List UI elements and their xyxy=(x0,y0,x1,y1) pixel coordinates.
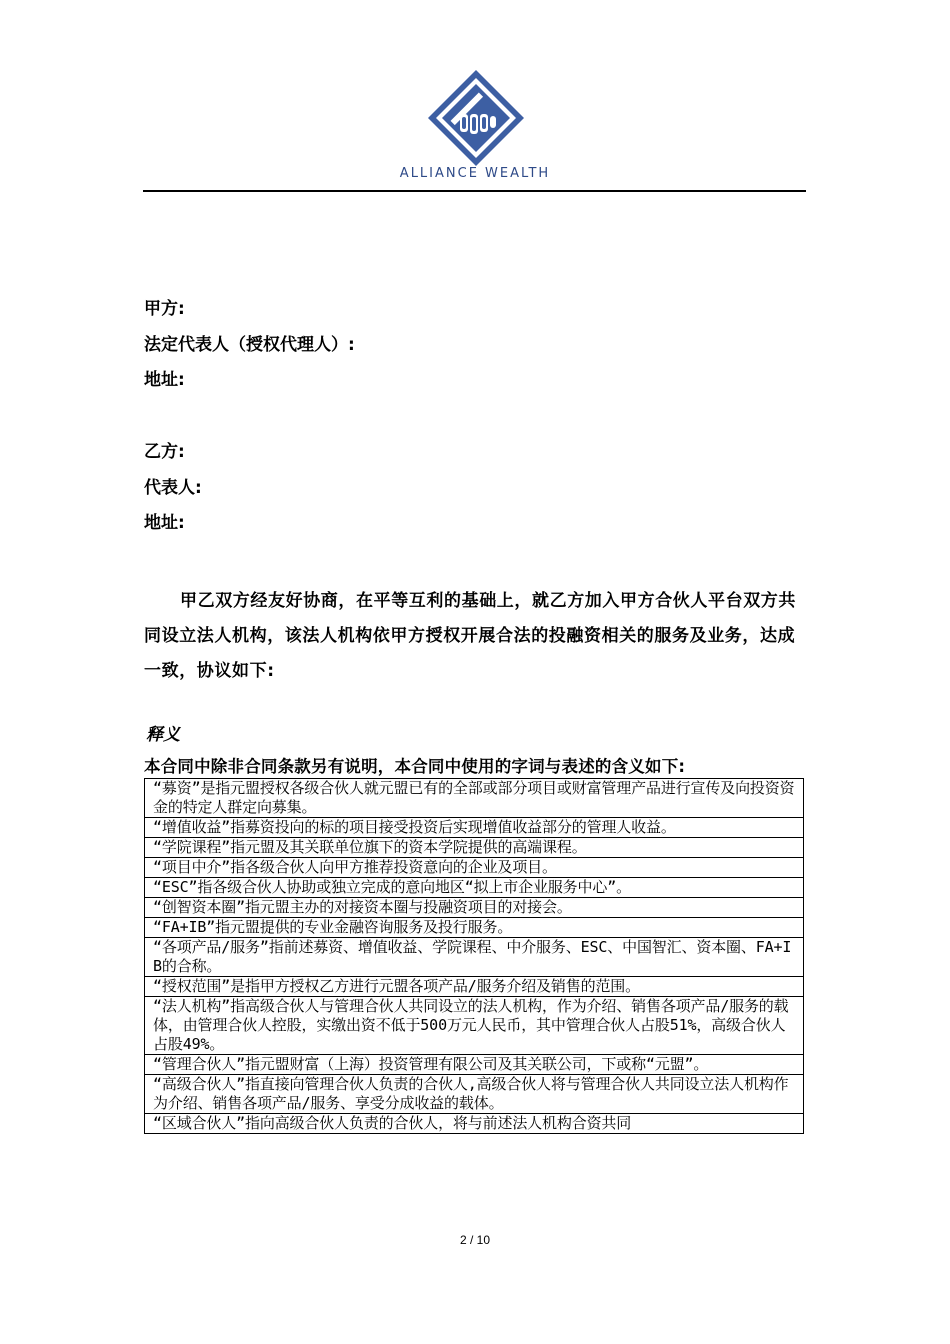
definition-item: “增值收益”指募资投向的标的项目接受投资后实现增值收益部分的管理人收益。 xyxy=(145,818,804,838)
party-a-address-label: 地址: xyxy=(144,370,185,390)
table-row xyxy=(145,1075,804,1114)
table-row xyxy=(145,1055,804,1075)
table-row xyxy=(145,918,804,938)
table-row xyxy=(145,878,804,898)
party-b-address-label: 地址: xyxy=(144,513,185,533)
party-b-label: 乙方: xyxy=(144,442,185,462)
agreement-intro-paragraph xyxy=(144,584,807,689)
definitions-intro: 本合同中除非合同条款另有说明，本合同中使用的字词与表述的含义如下: xyxy=(144,757,686,776)
definition-item: “创智资本圈”指元盟主办的对接资本圈与投融资项目的对接会。 xyxy=(145,898,804,918)
table-row xyxy=(145,1114,804,1134)
definition-item: “各项产品/服务”指前述募资、增值收益、学院课程、中介服务、ESC、中国智汇、资本圈、FA+IB的合称。 xyxy=(145,938,804,977)
definition-item: “授权范围”是指甲方授权乙方进行元盟各项产品/服务介绍及销售的范围。 xyxy=(145,977,804,997)
definition-item: “募资”是指元盟授权各级合伙人就元盟已有的全部或部分项目或财富管理产品进行宣传及向投资资金的特定人群定向募集。 xyxy=(145,779,804,818)
table-row xyxy=(145,779,804,818)
handshake-diamond-logo-icon xyxy=(426,68,526,168)
page-number: 2 / 10 xyxy=(459,1233,491,1247)
table-row xyxy=(145,858,804,878)
definition-item: “FA+IB”指元盟提供的专业金融咨询服务及投行服务。 xyxy=(145,918,804,938)
party-a-label: 甲方: xyxy=(144,299,185,319)
table-row xyxy=(145,938,804,977)
definitions-title: 释义 xyxy=(146,725,180,745)
table-row xyxy=(145,997,804,1055)
intro-text: 甲乙双方经友好协商，在平等互利的基础上，就乙方加入甲方合伙人平台双方共同设立法人机构，该法人机构依甲方授权开展合法的投融资相关的服务及业务，达成一致，协议如下: xyxy=(144,591,796,681)
definition-item: “法人机构”指高级合伙人与管理合伙人共同设立的法人机构，作为介绍、销售各项产品/服务的载体，由管理合伙人控股，实缴出资不低于500万元人民币，其中管理合伙人占股51%，高级合伙人占股49%。 xyxy=(145,997,804,1055)
table-row xyxy=(145,838,804,858)
definition-item: “项目中介”指各级合伙人向甲方推荐投资意向的企业及项目。 xyxy=(145,858,804,878)
table-row xyxy=(145,818,804,838)
definition-item: “区域合伙人”指向高级合伙人负责的合伙人，将与前述法人机构合资共同 xyxy=(145,1114,804,1134)
definition-item: “高级合伙人”指直接向管理合伙人负责的合伙人,高级合伙人将与管理合伙人共同设立法人机构作为介绍、销售各项产品/服务、享受分成收益的载体。 xyxy=(145,1075,804,1114)
party-b-representative-label: 代表人: xyxy=(144,478,202,498)
definition-item: “学院课程”指元盟及其关联单位旗下的资本学院提供的高端课程。 xyxy=(145,838,804,858)
table-row xyxy=(145,977,804,997)
definitions-table xyxy=(144,778,804,1134)
definition-item: “管理合伙人”指元盟财富（上海）投资管理有限公司及其关联公司，下或称“元盟”。 xyxy=(145,1055,804,1075)
brand-name: ALLIANCE WEALTH xyxy=(399,166,551,181)
party-a-representative-label: 法定代表人（授权代理人）: xyxy=(144,335,355,355)
table-row xyxy=(145,898,804,918)
definition-item: “ESC”指各级合伙人协助或独立完成的意向地区“拟上市企业服务中心”。 xyxy=(145,878,804,898)
header-divider xyxy=(143,190,806,192)
